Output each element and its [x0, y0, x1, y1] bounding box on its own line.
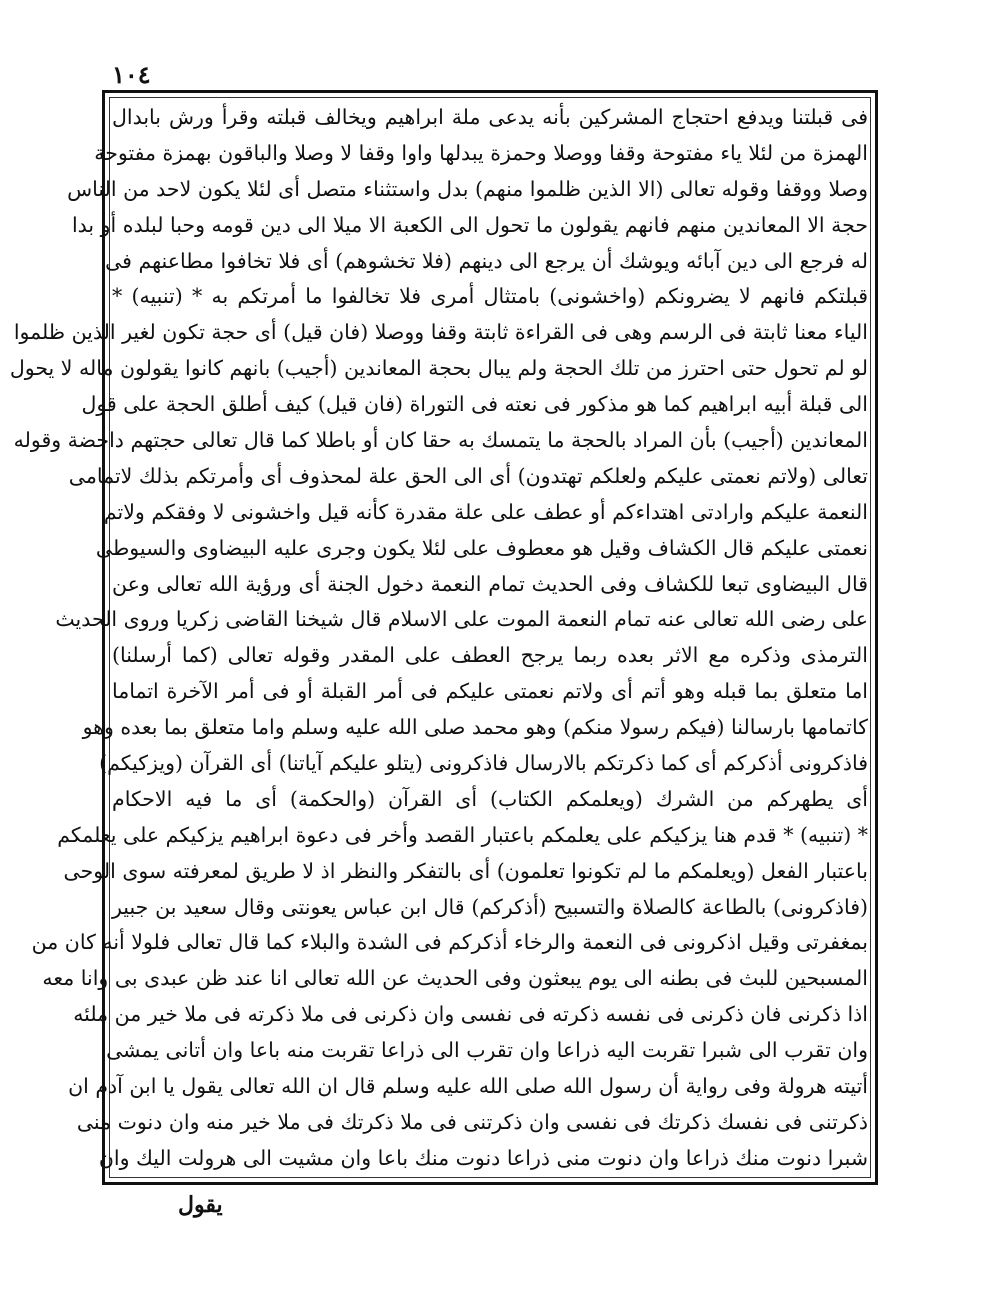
text-line: اذا ذكرنى فان ذكرنى فى نفسه ذكرته فى نفسى وان ذكرنى فى ملا ذكرته فى ملا خير من ملئه [73, 1002, 868, 1027]
text-line: لو لم تحول حتى احترز من تلك الحجة ولم يبال بحجة المعاندين (أجيب) بانهم كانوا يقولون ماله لا يحول [9, 356, 868, 381]
text-line: الى قبلة أبيه ابراهيم كما هو مذكور فى نعته فى التوراة (فان قيل) كيف أطلق الحجة على قول [81, 392, 868, 417]
text-line: له فرجع الى دين آبائه ويوشك أن يرجع الى دينهم (فلا تخشوهم) أى فلا تخافوا مطاعنهم فى [105, 248, 868, 273]
text-line: الهمزة من لئلا ياء مفتوحة وقفا ووصلا وحمزة يبدلها واوا وقفا لا وصلا والباقون بهمزة مفتوحة [94, 140, 868, 165]
text-body [9, 100, 868, 1178]
text-line: بمغفرتى وقيل اذكرونى فى النعمة والرخاء أذكركم فى الشدة والبلاء كما قال تعالى فلولا أنه كان من [31, 930, 868, 955]
text-line: وصلا ووقفا وقوله تعالى (الا الذين ظلموا منهم) بدل واستثناء متصل أى لئلا يكون لاحد من الناس [67, 176, 868, 201]
text-line: أتيته هرولة وفى رواية أن رسول الله صلى الله عليه وسلم قال ان الله تعالى يقول يا ابن آدم ان [68, 1074, 868, 1099]
text-line: باعتبار الفعل (ويعلمكم ما لم تكونوا تعلمون) أى بالتفكر والنظر اذ لا طريق لمعرفته سوى الوحى [63, 858, 868, 883]
text-line: وان تقرب الى شبرا تقربت اليه ذراعا وان تقرب الى ذراعا تقربت منه باعا وان أتانى يمشى [106, 1038, 868, 1063]
catchword: يقول [178, 1192, 223, 1218]
text-line: * (تنبيه) * قدم هنا يزكيكم على يعلمكم باعتبار القصد وأخر فى دعوة ابراهيم يزكيكم على يعلمكم [57, 822, 868, 847]
text-line: فى قبلتنا ويدفع احتجاج المشركين بأنه يدعى ملة ابراهيم ويخالف قبلته وقرأ ورش بابدال [112, 105, 868, 129]
text-line: الترمذى وذكره مع الاثر بعده ربما يرجح العطف على المقدر وقوله تعالى (كما أرسلنا) [112, 643, 868, 668]
text-line: النعمة عليكم وارادتى اهتداءكم أو عطف على علة مقدرة كأنه قيل واخشونى لا وفقكم ولاتم [103, 499, 868, 524]
text-line: على رضى الله تعالى عنه تمام النعمة الموت على الاسلام قال شيخنا القاضى زكريا وروى الحديث [55, 607, 868, 632]
text-line: قبلتكم فانهم لا يضرونكم (واخشونى) بامتثال أمرى فلا تخالفوا ما أمرتكم به * (تنبيه) * [112, 284, 868, 309]
text-line: فاذكرونى أذكركم أى كما ذكرتكم بالارسال فاذكرونى (يتلو عليكم آياتنا) أى القرآن (ويزكيكم) [99, 751, 868, 776]
text-line: كاتمامها بارسالنا (فيكم رسولا منكم) وهو محمد صلى الله عليه وسلم واما متعلق بما بعده وهو [82, 715, 868, 740]
page-number: ١٠٤ [112, 60, 151, 89]
text-line: (فاذكرونى) بالطاعة كالصلاة والتسبيح (أذكركم) قال ابن عباس يعونتى وقال سعيد بن جبير [112, 894, 868, 919]
text-line: أى يطهركم من الشرك (ويعلمكم الكتاب) أى القرآن (والحكمة) أى ما فيه الاحكام [112, 786, 868, 811]
text-line: الياء معنا ثابتة فى الرسم وهى فى القراءة ثابتة وقفا ووصلا (فان قيل) أى حجة تكون لغير الذين ظلموا [13, 320, 868, 345]
text-line: نعمتى عليكم قال الكشاف وقيل هو معطوف على لئلا يكون وجرى عليه البيضاوى والسيوطى [95, 535, 868, 560]
text-line: قال البيضاوى تبعا للكشاف وفى الحديث تمام النعمة دخول الجنة أى ورؤية الله تعالى وعن [112, 571, 868, 596]
text-line: ذكرتنى فى نفسك ذكرتك فى نفسى وان ذكرتنى فى ملا ذكرتك فى ملا خير منه وان دنوت منى [76, 1109, 868, 1134]
text-line: شبرا دنوت منك ذراعا وان دنوت منى ذراعا دنوت منك باعا وان مشيت الى هرولت اليك وان [98, 1145, 868, 1170]
text-line: حجة الا المعاندين منهم فانهم يقولون ما تحول الى الكعبة الا ميلا الى دين قومه وحبا لبلده أو بدا [71, 212, 868, 237]
text-line: اما متعلق بما قبله وهو أتم أى ولاتم نعمتى عليكم فى أمر القبلة أو فى أمر الآخرة اتماما [112, 679, 868, 704]
text-line: المسبحين للبث فى بطنه الى يوم يبعثون وفى الحديث عن الله تعالى انا عند ظن عبدى بى وانا معه [42, 966, 868, 991]
text-line: المعاندين (أجيب) بأن المراد بالحجة ما يتمسك به حقا كان أو باطلا كما قال تعالى حجتهم داحضة وقوله [13, 428, 868, 453]
text-line: تعالى (ولاتم نعمتى عليكم ولعلكم تهتدون) أى الى الحق علة لمحذوف أى وأمرتكم بذلك لاتمامى [68, 463, 868, 488]
